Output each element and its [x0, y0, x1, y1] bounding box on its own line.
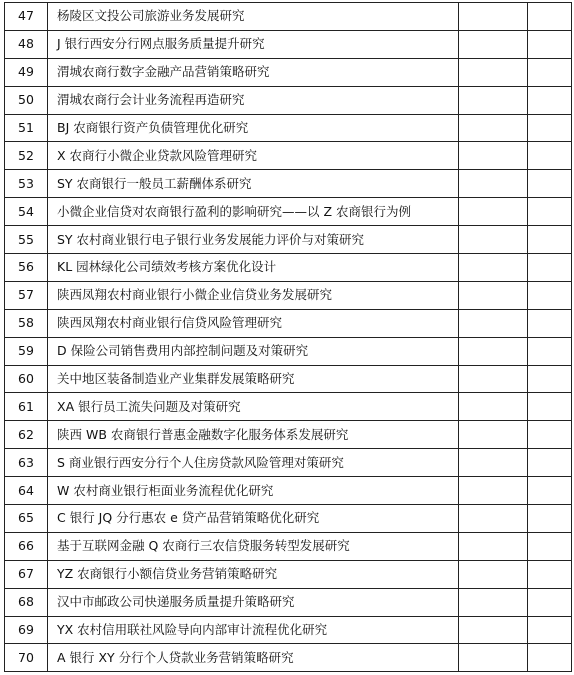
- empty-cell: [459, 309, 528, 337]
- row-number: 50: [5, 86, 48, 114]
- thesis-topic-table: [4, 2, 572, 672]
- empty-cell: [528, 58, 572, 86]
- empty-cell: [528, 226, 572, 254]
- empty-cell: [528, 644, 572, 672]
- empty-cell: [528, 170, 572, 198]
- table-row: [5, 309, 572, 337]
- row-number: 56: [5, 254, 48, 282]
- empty-cell: [459, 449, 528, 477]
- row-number: 68: [5, 588, 48, 616]
- empty-cell: [528, 114, 572, 142]
- empty-cell: [459, 337, 528, 365]
- row-title: C 银行 JQ 分行惠农 e 贷产品营销策略优化研究: [48, 505, 459, 533]
- empty-cell: [459, 616, 528, 644]
- row-number: 49: [5, 58, 48, 86]
- row-title: SY 农商银行一般员工薪酬体系研究: [48, 170, 459, 198]
- empty-cell: [528, 254, 572, 282]
- empty-cell: [459, 30, 528, 58]
- table-row: [5, 532, 572, 560]
- table-row: [5, 3, 572, 31]
- table-row: [5, 142, 572, 170]
- empty-cell: [528, 3, 572, 31]
- table-row: [5, 254, 572, 282]
- empty-cell: [459, 198, 528, 226]
- row-title: 陕西 WB 农商银行普惠金融数字化服务体系发展研究: [48, 421, 459, 449]
- row-number: 67: [5, 560, 48, 588]
- empty-cell: [459, 86, 528, 114]
- empty-cell: [459, 3, 528, 31]
- table-body: [5, 3, 572, 672]
- empty-cell: [459, 58, 528, 86]
- empty-cell: [528, 30, 572, 58]
- table-row: [5, 281, 572, 309]
- row-title: X 农商行小微企业贷款风险管理研究: [48, 142, 459, 170]
- table-row: [5, 477, 572, 505]
- table-row: [5, 449, 572, 477]
- empty-cell: [528, 365, 572, 393]
- empty-cell: [459, 532, 528, 560]
- empty-cell: [459, 560, 528, 588]
- table-row: [5, 58, 572, 86]
- empty-cell: [459, 421, 528, 449]
- empty-cell: [528, 505, 572, 533]
- row-number: 63: [5, 449, 48, 477]
- table-row: [5, 198, 572, 226]
- row-title: 基于互联网金融 Q 农商行三农信贷服务转型发展研究: [48, 532, 459, 560]
- row-title: 汉中市邮政公司快递服务质量提升策略研究: [48, 588, 459, 616]
- table-row: [5, 421, 572, 449]
- empty-cell: [528, 337, 572, 365]
- row-title: W 农村商业银行柜面业务流程优化研究: [48, 477, 459, 505]
- empty-cell: [459, 365, 528, 393]
- empty-cell: [459, 644, 528, 672]
- empty-cell: [528, 142, 572, 170]
- row-number: 52: [5, 142, 48, 170]
- row-title: YX 农村信用联社风险导向内部审计流程优化研究: [48, 616, 459, 644]
- row-number: 51: [5, 114, 48, 142]
- row-title: YZ 农商银行小额信贷业务营销策略研究: [48, 560, 459, 588]
- table-row: [5, 114, 572, 142]
- row-title: SY 农村商业银行电子银行业务发展能力评价与对策研究: [48, 226, 459, 254]
- empty-cell: [528, 86, 572, 114]
- row-number: 53: [5, 170, 48, 198]
- table-row: [5, 560, 572, 588]
- row-title: 陕西凤翔农村商业银行信贷风险管理研究: [48, 309, 459, 337]
- row-title: 小微企业信贷对农商银行盈利的影响研究——以 Z 农商银行为例: [48, 198, 459, 226]
- row-number: 54: [5, 198, 48, 226]
- row-title: XA 银行员工流失问题及对策研究: [48, 393, 459, 421]
- row-number: 64: [5, 477, 48, 505]
- table-row: [5, 30, 572, 58]
- row-number: 60: [5, 365, 48, 393]
- row-number: 48: [5, 30, 48, 58]
- empty-cell: [528, 421, 572, 449]
- empty-cell: [528, 198, 572, 226]
- table-row: [5, 644, 572, 672]
- row-title: 关中地区装备制造业产业集群发展策略研究: [48, 365, 459, 393]
- table-row: [5, 616, 572, 644]
- table-row: [5, 505, 572, 533]
- empty-cell: [459, 477, 528, 505]
- empty-cell: [528, 616, 572, 644]
- row-title: A 银行 XY 分行个人贷款业务营销策略研究: [48, 644, 459, 672]
- row-number: 55: [5, 226, 48, 254]
- row-number: 62: [5, 421, 48, 449]
- empty-cell: [528, 393, 572, 421]
- empty-cell: [528, 477, 572, 505]
- empty-cell: [459, 142, 528, 170]
- empty-cell: [528, 560, 572, 588]
- row-title: BJ 农商银行资产负债管理优化研究: [48, 114, 459, 142]
- table-row: [5, 365, 572, 393]
- row-number: 65: [5, 505, 48, 533]
- empty-cell: [459, 254, 528, 282]
- row-title: D 保险公司销售费用内部控制问题及对策研究: [48, 337, 459, 365]
- empty-cell: [459, 588, 528, 616]
- empty-cell: [459, 226, 528, 254]
- row-number: 58: [5, 309, 48, 337]
- row-title: 渭城农商行数字金融产品营销策略研究: [48, 58, 459, 86]
- row-number: 69: [5, 616, 48, 644]
- empty-cell: [459, 393, 528, 421]
- empty-cell: [528, 588, 572, 616]
- table-row: [5, 588, 572, 616]
- table-row: [5, 337, 572, 365]
- table-row: [5, 86, 572, 114]
- row-number: 61: [5, 393, 48, 421]
- row-title: 渭城农商行会计业务流程再造研究: [48, 86, 459, 114]
- row-title: J 银行西安分行网点服务质量提升研究: [48, 30, 459, 58]
- table-row: [5, 170, 572, 198]
- empty-cell: [528, 281, 572, 309]
- empty-cell: [528, 309, 572, 337]
- empty-cell: [459, 170, 528, 198]
- row-number: 47: [5, 3, 48, 31]
- empty-cell: [459, 281, 528, 309]
- row-number: 70: [5, 644, 48, 672]
- row-title: 杨陵区文投公司旅游业务发展研究: [48, 3, 459, 31]
- row-number: 59: [5, 337, 48, 365]
- empty-cell: [459, 505, 528, 533]
- empty-cell: [528, 532, 572, 560]
- empty-cell: [459, 114, 528, 142]
- row-title: 陕西凤翔农村商业银行小微企业信贷业务发展研究: [48, 281, 459, 309]
- row-number: 57: [5, 281, 48, 309]
- empty-cell: [528, 449, 572, 477]
- row-title: KL 园林绿化公司绩效考核方案优化设计: [48, 254, 459, 282]
- row-title: S 商业银行西安分行个人住房贷款风险管理对策研究: [48, 449, 459, 477]
- row-number: 66: [5, 532, 48, 560]
- table-row: [5, 226, 572, 254]
- table-row: [5, 393, 572, 421]
